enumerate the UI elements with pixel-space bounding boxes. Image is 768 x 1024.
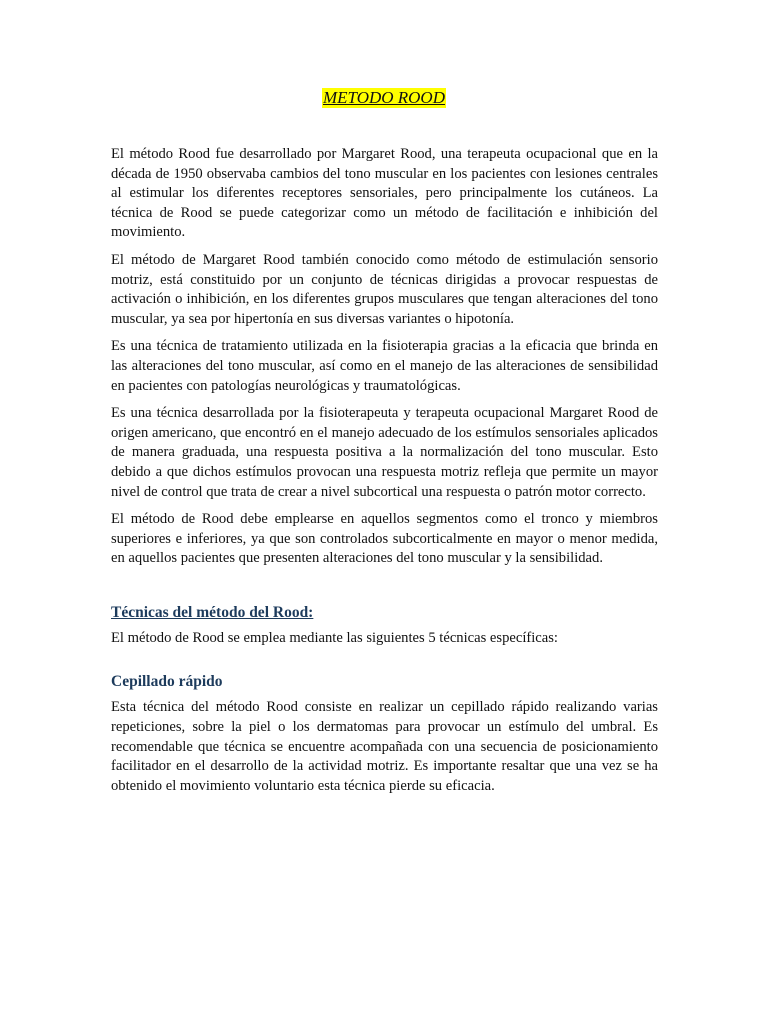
section-heading-techniques: Técnicas del método del Rood: <box>111 603 314 621</box>
paragraph-5: El método de Rood debe emplearse en aquellos segmentos como el tronco y miembros superiores e inferiores, ya que son controlados subcorticalmente en mayor o menor medida, en aquellos pacientes que presenten alteraciones del tono muscular y la sensibilidad. <box>111 511 658 567</box>
document-title: METODO ROOD <box>323 88 445 107</box>
section-heading-cepillado: Cepillado rápido <box>111 673 223 691</box>
title-container <box>0 88 768 108</box>
spacer <box>111 577 658 603</box>
paragraph-3: Es una técnica de tratamiento utilizada en la fisioterapia gracias a la eficacia que brinda en las alteraciones del tono muscular, así como en el manejo de las alteraciones de sensibilidad en pacientes con patologías neurológicas y traumatológicas. <box>111 338 658 394</box>
document-body <box>111 145 658 804</box>
section-cepillado-text: Esta técnica del método Rood consiste en realizar un cepillado rápido realizando varias repeticiones, sobre la piel o los dermatomas para provocar un estímulo del umbral. Es recomendable que técnica se encuentre acompañada con una secuencia de posicionamiento facilitador en el desarrollo de la actividad motriz. Es importante resaltar que una vez se ha obtenido el movimiento voluntario esta técnica pierde su eficacia. <box>111 699 658 794</box>
spacer <box>111 656 658 672</box>
section-techniques-text: El método de Rood se emplea mediante las siguientes 5 técnicas específicas: <box>111 629 558 646</box>
paragraph-2: El método de Margaret Rood también conocido como método de estimulación sensorio motriz, está constituido por un conjunto de técnicas dirigidas a provocar respuestas de activación o inhibición, en los diferentes grupos musculares que tengan alteraciones del tono muscular, ya sea por hipertonía en sus diversas variantes o hipotonía. <box>111 251 658 327</box>
paragraph-4: Es una técnica desarrollada por la fisioterapeuta y terapeuta ocupacional Margaret Rood de origen americano, que encontró en el manejo adecuado de los estímulos sensoriales aplicados de manera graduada, una respuesta positiva a la normalización del tono muscular. Esto debido a que dichos estímulos provocan una respuesta motriz refleja que permite un mayor nivel de control que trata de crear a nivel subcortical una respuesta o patrón motor correcto. <box>111 405 658 500</box>
paragraph-1: El método Rood fue desarrollado por Margaret Rood, una terapeuta ocupacional que en la década de 1950 observaba cambios del tono muscular en los pacientes con lesiones centrales al estimular los diferentes receptores sensoriales, pero principalmente los cutáneos. La técnica de Rood se puede categorizar como un método de facilitación e inhibición del movimiento. <box>111 146 658 241</box>
